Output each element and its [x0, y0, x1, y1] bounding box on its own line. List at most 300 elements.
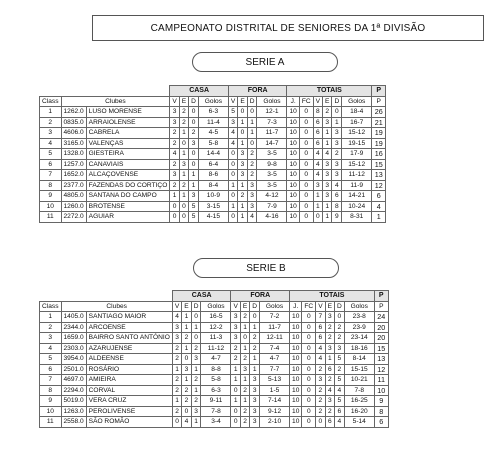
fora-cell: 7-14	[260, 396, 290, 407]
casa-cell: 1	[191, 385, 201, 396]
group-header-row	[40, 86, 386, 97]
fora-cell: 4-7	[260, 354, 290, 365]
totais-cell: 0	[302, 417, 316, 428]
totais-cell: 2	[335, 322, 345, 333]
totais-cell: 1	[323, 212, 332, 223]
table-row	[40, 375, 389, 386]
club-name-cell: BAIRRO SANTO ANTÓNIO	[86, 333, 172, 344]
fora-cell: 7-2	[260, 312, 290, 323]
fora-cell: 1	[247, 128, 257, 139]
club-name-cell: ALCAÇOVENSE	[86, 170, 170, 181]
fora-cell: 2	[247, 170, 257, 181]
totais-cell: 0	[313, 212, 322, 223]
totais-col-header: E	[323, 96, 332, 107]
fora-cell: 1	[240, 375, 249, 386]
position-cell: 7	[40, 375, 62, 386]
casa-cell: 12-2	[201, 322, 231, 333]
totais-cell: 6	[313, 128, 322, 139]
fora-cell: 0	[228, 212, 237, 223]
casa-cell: 1	[182, 343, 191, 354]
casa-cell: 3	[172, 322, 181, 333]
casa-cell: 1	[179, 128, 188, 139]
casa-col-header: Golos	[198, 96, 228, 107]
fora-cell: 7-7	[260, 364, 290, 375]
casa-cell: 8-8	[201, 364, 231, 375]
totais-cell: 2	[325, 406, 334, 417]
points-cell: 19	[372, 128, 386, 139]
totais-cell: 23-8	[344, 312, 374, 323]
totais-col-header: D	[332, 96, 342, 107]
totais-header: TOTAIS	[287, 86, 372, 97]
totais-cell: 18-4	[342, 107, 372, 118]
totais-cell: 4	[316, 354, 325, 365]
club-code-cell: 2294.0	[61, 385, 86, 396]
points-cell: 11	[374, 375, 388, 386]
points-cell: 15	[374, 343, 388, 354]
totais-cell: 4	[335, 417, 345, 428]
totais-cell: 7	[316, 312, 325, 323]
totais-cell: 2	[316, 364, 325, 375]
totais-col-header: Golos	[344, 301, 374, 312]
totais-cell: 15-15	[344, 364, 374, 375]
totais-cell: 10	[290, 322, 302, 333]
totais-cell: 0	[299, 191, 313, 202]
casa-cell: 2	[172, 385, 181, 396]
totais-cell: 6	[335, 406, 345, 417]
casa-cell: 10-9	[198, 191, 228, 202]
class-header: Class	[40, 96, 62, 107]
fora-cell: 9-8	[257, 159, 287, 170]
casa-header: CASA	[170, 86, 229, 97]
casa-cell: 2	[172, 354, 181, 365]
casa-cell: 0	[189, 117, 199, 128]
club-code-cell: 2501.0	[61, 364, 86, 375]
fora-cell: 3	[247, 180, 257, 191]
totais-cell: 3	[325, 343, 334, 354]
totais-col-header: Golos	[342, 96, 372, 107]
fora-cell: 3	[238, 159, 247, 170]
totais-cell: 18-16	[344, 343, 374, 354]
totais-col-header: FC	[302, 301, 316, 312]
class-header: Class	[40, 301, 62, 312]
fora-cell: 1	[238, 180, 247, 191]
fora-cell: 2-10	[260, 417, 290, 428]
fora-cell: 0	[247, 107, 257, 118]
casa-cell: 2	[179, 107, 188, 118]
totais-cell: 4	[313, 170, 322, 181]
casa-cell: 2	[189, 128, 199, 139]
fora-cell: 1	[247, 117, 257, 128]
position-cell: 2	[40, 322, 62, 333]
casa-cell: 4	[170, 149, 179, 160]
totais-cell: 15-12	[342, 159, 372, 170]
totais-cell: 10	[290, 364, 302, 375]
totais-cell: 8	[332, 201, 342, 212]
casa-cell: 14-4	[198, 149, 228, 160]
totais-header: TOTAIS	[290, 291, 375, 302]
casa-cell: 5	[189, 201, 199, 212]
fora-cell: 3	[247, 201, 257, 212]
casa-cell: 11-4	[198, 117, 228, 128]
casa-cell: 0	[189, 107, 199, 118]
totais-col-header: V	[313, 96, 322, 107]
fora-cell: 4	[228, 128, 237, 139]
points-cell: 12	[372, 180, 386, 191]
totais-cell: 1	[325, 354, 334, 365]
points-cell: 13	[372, 170, 386, 181]
fora-cell: 3	[238, 170, 247, 181]
totais-cell: 5-14	[344, 417, 374, 428]
serie-b-tab	[193, 258, 339, 278]
casa-cell: 1	[189, 170, 199, 181]
casa-cell: 7-8	[201, 406, 231, 417]
casa-cell: 2	[172, 375, 181, 386]
casa-cell: 3	[170, 170, 179, 181]
club-name-cell: BROTENSE	[86, 201, 170, 212]
table-row	[40, 343, 389, 354]
casa-cell: 2	[182, 333, 191, 344]
points-cell: 26	[372, 107, 386, 118]
casa-cell: 3	[170, 107, 179, 118]
club-name-cell: VALENÇAS	[86, 138, 170, 149]
casa-cell: 3	[172, 333, 181, 344]
totais-cell: 3	[323, 159, 332, 170]
totais-cell: 0	[299, 180, 313, 191]
casa-cell: 4-15	[198, 212, 228, 223]
column-header-row	[40, 96, 386, 107]
fora-col-header: E	[238, 96, 247, 107]
totais-cell: 0	[299, 159, 313, 170]
totais-cell: 4	[316, 343, 325, 354]
casa-cell: 0	[189, 159, 199, 170]
fora-cell: 12-1	[257, 107, 287, 118]
fora-cell: 3-5	[257, 180, 287, 191]
totais-cell: 4	[332, 180, 342, 191]
points-group-header: P	[372, 86, 386, 97]
totais-cell: 6	[332, 191, 342, 202]
totais-cell: 10	[287, 107, 299, 118]
casa-cell: 0	[179, 138, 188, 149]
fora-cell: 1	[231, 364, 240, 375]
club-name-cell: AMIEIRA	[86, 375, 172, 386]
totais-cell: 16-7	[342, 117, 372, 128]
club-name-cell: LUSO MORENSE	[86, 107, 170, 118]
totais-cell: 1	[313, 201, 322, 212]
totais-cell: 0	[335, 312, 345, 323]
casa-cell: 0	[179, 201, 188, 212]
totais-cell: 1	[323, 128, 332, 139]
club-name-cell: SANTANA DO CAMPO	[86, 191, 170, 202]
header-spacer	[40, 291, 173, 302]
position-cell: 9	[40, 396, 62, 407]
casa-cell: 3	[179, 159, 188, 170]
casa-cell: 8-4	[198, 180, 228, 191]
club-code-cell: 2558.0	[61, 417, 86, 428]
fora-cell: 4	[228, 138, 237, 149]
casa-cell: 0	[191, 333, 201, 344]
fora-cell: 4	[247, 212, 257, 223]
championship-title	[92, 15, 484, 41]
fora-cell: 1	[250, 354, 260, 365]
casa-cell: 0	[182, 406, 191, 417]
club-name-cell: CORVAL	[86, 385, 172, 396]
totais-cell: 6	[313, 117, 322, 128]
casa-header: CASA	[172, 291, 231, 302]
fora-cell: 0	[231, 385, 240, 396]
club-code-cell: 4606.0	[61, 128, 86, 139]
casa-cell: 1	[191, 417, 201, 428]
totais-cell: 10	[287, 191, 299, 202]
points-cell: 20	[374, 322, 388, 333]
table-row	[40, 159, 386, 170]
table-row	[40, 354, 389, 365]
totais-cell: 11-9	[342, 180, 372, 191]
casa-cell: 3	[189, 138, 199, 149]
serie-b-table	[39, 290, 389, 428]
totais-cell: 0	[302, 312, 316, 323]
club-code-cell: 4697.0	[61, 375, 86, 386]
points-cell: 21	[372, 117, 386, 128]
fora-cell: 2	[247, 149, 257, 160]
casa-cell: 2	[170, 128, 179, 139]
table-row	[40, 333, 389, 344]
club-code-cell: 2377.0	[61, 180, 86, 191]
fora-header: FORA	[231, 291, 290, 302]
club-name-cell: PEROLIVENSE	[86, 406, 172, 417]
totais-cell: 2	[335, 364, 345, 375]
totais-cell: 10	[290, 385, 302, 396]
totais-cell: 6	[313, 138, 322, 149]
fora-cell: 0	[228, 149, 237, 160]
position-cell: 2	[40, 117, 62, 128]
fora-col-header: V	[231, 301, 240, 312]
fora-cell: 3	[240, 364, 249, 375]
fora-cell: 0	[247, 138, 257, 149]
totais-cell: 10	[290, 406, 302, 417]
casa-cell: 1	[179, 191, 188, 202]
casa-cell: 1	[182, 322, 191, 333]
casa-cell: 0	[179, 212, 188, 223]
totais-cell: 9	[332, 212, 342, 223]
points-group-header: P	[374, 291, 388, 302]
casa-cell: 2	[191, 375, 201, 386]
clubes-header: Clubes	[61, 96, 170, 107]
totais-cell: 3	[323, 170, 332, 181]
casa-cell: 0	[191, 312, 201, 323]
points-cell: 8	[374, 406, 388, 417]
totais-cell: 10	[290, 396, 302, 407]
totais-cell: 10	[287, 138, 299, 149]
casa-col-header: Golos	[201, 301, 231, 312]
fora-cell: 1	[240, 322, 249, 333]
group-header-row	[40, 291, 389, 302]
fora-cell: 2	[231, 343, 240, 354]
totais-cell: 4	[313, 159, 322, 170]
position-cell: 1	[40, 312, 62, 323]
table-row	[40, 107, 386, 118]
table-row	[40, 191, 386, 202]
totais-cell: 10	[287, 201, 299, 212]
totais-cell: 1	[332, 117, 342, 128]
position-cell: 10	[40, 406, 62, 417]
totais-cell: 3	[325, 312, 334, 323]
fora-cell: 7-3	[257, 117, 287, 128]
points-cell: 6	[372, 191, 386, 202]
fora-cell: 1	[228, 201, 237, 212]
totais-cell: 0	[302, 364, 316, 375]
fora-cell: 1	[238, 201, 247, 212]
fora-cell: 3	[250, 385, 260, 396]
club-name-cell: CABRELA	[86, 128, 170, 139]
totais-cell: 2	[316, 406, 325, 417]
totais-cell: 3	[323, 180, 332, 191]
table-row	[40, 180, 386, 191]
totais-cell: 1	[313, 191, 322, 202]
totais-cell: 10	[290, 375, 302, 386]
totais-cell: 5	[335, 354, 345, 365]
totais-cell: 3	[332, 159, 342, 170]
casa-col-header: E	[179, 96, 188, 107]
totais-cell: 10	[290, 312, 302, 323]
position-cell: 5	[40, 149, 62, 160]
fora-col-header: D	[250, 301, 260, 312]
totais-cell: 3	[332, 138, 342, 149]
table-row	[40, 212, 386, 223]
totais-cell: 3	[313, 180, 322, 191]
totais-cell: 5	[335, 396, 345, 407]
totais-cell: 0	[302, 406, 316, 417]
serie-b-label: SERIE B	[246, 262, 286, 274]
totais-cell: 3	[323, 191, 332, 202]
serie-a-tab	[192, 52, 338, 72]
totais-cell: 3	[332, 128, 342, 139]
club-code-cell: 2344.0	[61, 322, 86, 333]
casa-cell: 2	[172, 406, 181, 417]
totais-cell: 0	[299, 138, 313, 149]
casa-cell: 2	[170, 180, 179, 191]
points-cell: 16	[372, 149, 386, 160]
header-spacer	[40, 86, 170, 97]
fora-cell: 7-9	[257, 201, 287, 212]
totais-cell: 10-24	[342, 201, 372, 212]
fora-cell: 12-11	[260, 333, 290, 344]
fora-cell: 11-7	[260, 322, 290, 333]
fora-cell: 3	[250, 375, 260, 386]
fora-header: FORA	[228, 86, 287, 97]
totais-cell: 6	[316, 333, 325, 344]
totais-cell: 15-12	[342, 128, 372, 139]
totais-col-header: V	[316, 301, 325, 312]
fora-cell: 14-7	[257, 138, 287, 149]
casa-cell: 1	[172, 396, 181, 407]
totais-cell: 5	[335, 375, 345, 386]
totais-cell: 2	[325, 375, 334, 386]
totais-cell: 0	[299, 107, 313, 118]
totais-cell: 3	[335, 343, 345, 354]
casa-cell: 5	[189, 212, 199, 223]
casa-col-header: D	[189, 96, 199, 107]
fora-cell: 5-13	[260, 375, 290, 386]
points-cell: 19	[372, 138, 386, 149]
table-row	[40, 406, 389, 417]
clubes-header: Clubes	[61, 301, 172, 312]
table-row	[40, 385, 389, 396]
club-code-cell: 2303.0	[61, 343, 86, 354]
totais-cell: 11-12	[342, 170, 372, 181]
points-header: P	[374, 301, 388, 312]
casa-cell: 1	[182, 375, 191, 386]
club-name-cell: SÃO ROMÃO	[86, 417, 172, 428]
totais-cell: 0	[316, 417, 325, 428]
fora-cell: 0	[228, 159, 237, 170]
casa-cell: 1	[179, 170, 188, 181]
fora-col-header: E	[240, 301, 249, 312]
fora-cell: 1	[238, 138, 247, 149]
fora-cell: 1	[231, 396, 240, 407]
totais-cell: 0	[302, 333, 316, 344]
casa-cell: 5-8	[198, 138, 228, 149]
totais-cell: 4	[335, 385, 345, 396]
fora-cell: 2	[240, 417, 249, 428]
fora-cell: 3	[250, 406, 260, 417]
fora-cell: 3-5	[257, 170, 287, 181]
table-row	[40, 128, 386, 139]
casa-cell: 1	[179, 149, 188, 160]
fora-cell: 2	[231, 354, 240, 365]
casa-cell: 4	[182, 417, 191, 428]
casa-cell: 2	[182, 385, 191, 396]
club-code-cell: 1260.0	[61, 201, 86, 212]
points-cell: 13	[374, 354, 388, 365]
casa-cell: 9-11	[201, 396, 231, 407]
totais-cell: 4	[313, 149, 322, 160]
casa-cell: 3	[170, 117, 179, 128]
totais-cell: 3	[332, 170, 342, 181]
casa-cell: 2	[179, 180, 188, 191]
fora-cell: 2	[240, 312, 249, 323]
club-code-cell: 1257.0	[61, 159, 86, 170]
totais-cell: 1	[323, 138, 332, 149]
totais-cell: 0	[299, 170, 313, 181]
casa-cell: 1	[191, 364, 201, 375]
fora-cell: 4-16	[257, 212, 287, 223]
totais-cell: 8-31	[342, 212, 372, 223]
position-cell: 6	[40, 159, 62, 170]
casa-cell: 1	[172, 364, 181, 375]
totais-cell: 0	[302, 354, 316, 365]
position-cell: 4	[40, 343, 62, 354]
fora-cell: 3	[250, 396, 260, 407]
position-cell: 3	[40, 333, 62, 344]
position-cell: 7	[40, 170, 62, 181]
casa-cell: 8-6	[198, 170, 228, 181]
casa-cell: 2	[179, 117, 188, 128]
table-row	[40, 201, 386, 212]
fora-cell: 1	[250, 322, 260, 333]
table-row	[40, 170, 386, 181]
totais-cell: 8	[313, 107, 322, 118]
casa-cell: 4	[172, 312, 181, 323]
totais-cell: 2	[325, 333, 334, 344]
fora-cell: 1	[240, 396, 249, 407]
club-name-cell: GIESTEIRA	[86, 149, 170, 160]
totais-cell: 0	[299, 128, 313, 139]
table-row	[40, 396, 389, 407]
fora-cell: 3-5	[257, 149, 287, 160]
totais-cell: 6	[325, 364, 334, 375]
totais-cell: 10	[290, 354, 302, 365]
totais-col-header: J.	[290, 301, 302, 312]
